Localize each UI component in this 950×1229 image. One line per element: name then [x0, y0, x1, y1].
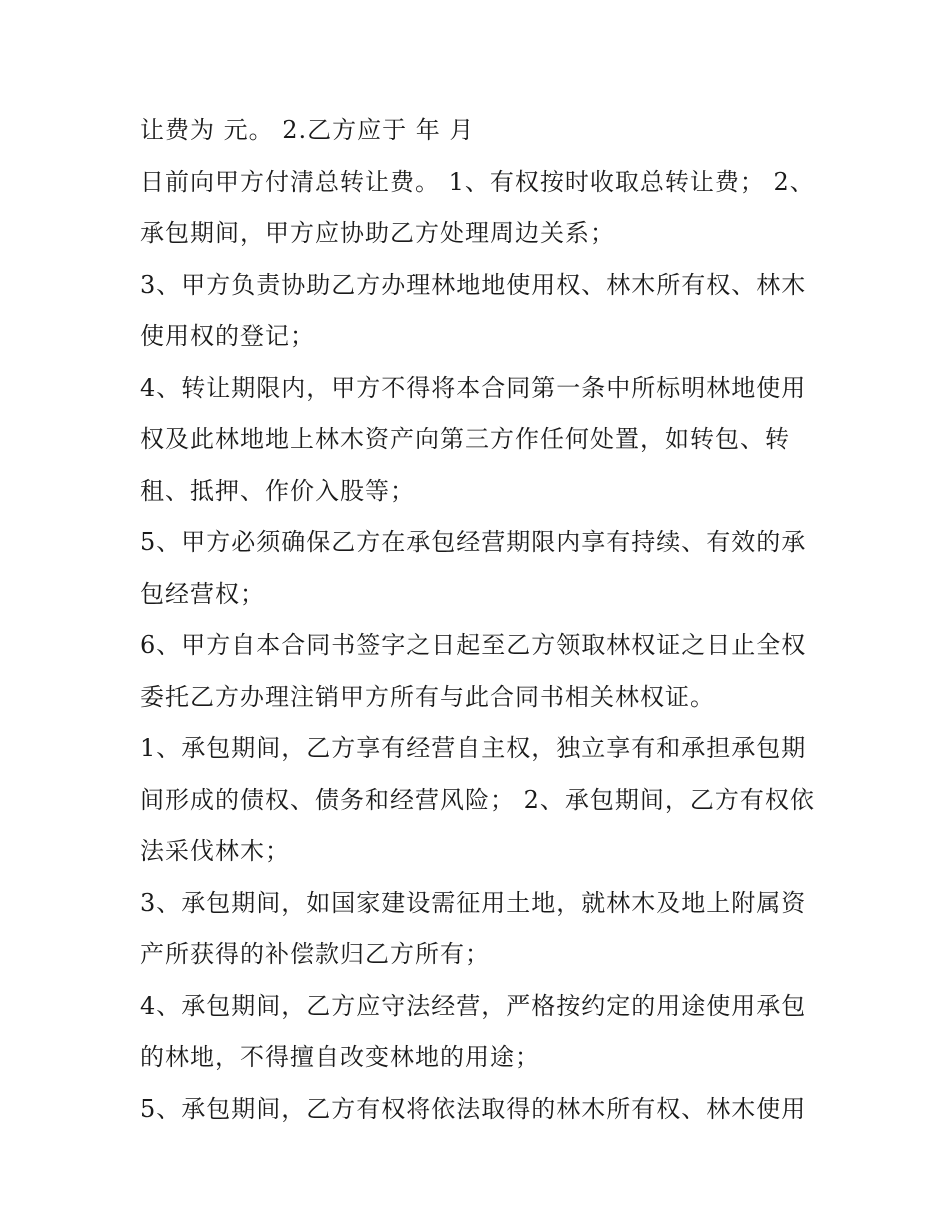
text-line: 5、甲方必须确保乙方在承包经营期限内享有持续、有效的承	[140, 528, 807, 556]
text-line: 5、承包期间，乙方有权将依法取得的林木所有权、林木使用	[140, 1094, 807, 1123]
text-line: 6、甲方自本合同书签字之日起至乙方领取林权证之日止全权	[140, 631, 807, 659]
text-line: 间形成的债权、债务和经营风险； 2、承包期间，乙方有权依	[140, 785, 815, 814]
text-line: 4、承包期间，乙方应守法经营，严格按约定的用途使用承包	[140, 991, 807, 1020]
text-line: 3、甲方负责协助乙方办理林地地使用权、林木所有权、林木	[140, 270, 807, 299]
text-line: 法采伐林木；	[140, 837, 290, 865]
text-line: 日前向甲方付清总转让费。 1、有权按时收取总转让费； 2、	[140, 167, 815, 196]
text-line: 租、抵押、作价入股等；	[140, 476, 415, 505]
text-line: 产所获得的补偿款归乙方所有；	[140, 940, 490, 968]
text-line: 1、承包期间，乙方享有经营自主权，独立享有和承担承包期	[140, 734, 807, 762]
text-line: 的林地，不得擅自改变林地的用途；	[140, 1043, 540, 1071]
text-line: 权及此林地地上林木资产向第三方作任何处置，如转包、转	[140, 425, 790, 453]
document-body	[140, 111, 820, 1141]
text-line: 包经营权；	[140, 579, 265, 608]
text-line: 让费为 元。 2.乙方应于 年 月	[140, 116, 475, 144]
text-line: 4、转让期限内，甲方不得将本合同第一条中所标明林地使用	[140, 373, 807, 402]
text-line: 承包期间，甲方应协助乙方处理周边关系；	[140, 219, 615, 247]
text-line: 委托乙方办理注销甲方所有与此合同书相关林权证。	[140, 682, 715, 711]
text-line: 使用权的登记；	[140, 322, 315, 350]
text-line: 3、承包期间，如国家建设需征用土地，就林木及地上附属资	[140, 888, 807, 917]
